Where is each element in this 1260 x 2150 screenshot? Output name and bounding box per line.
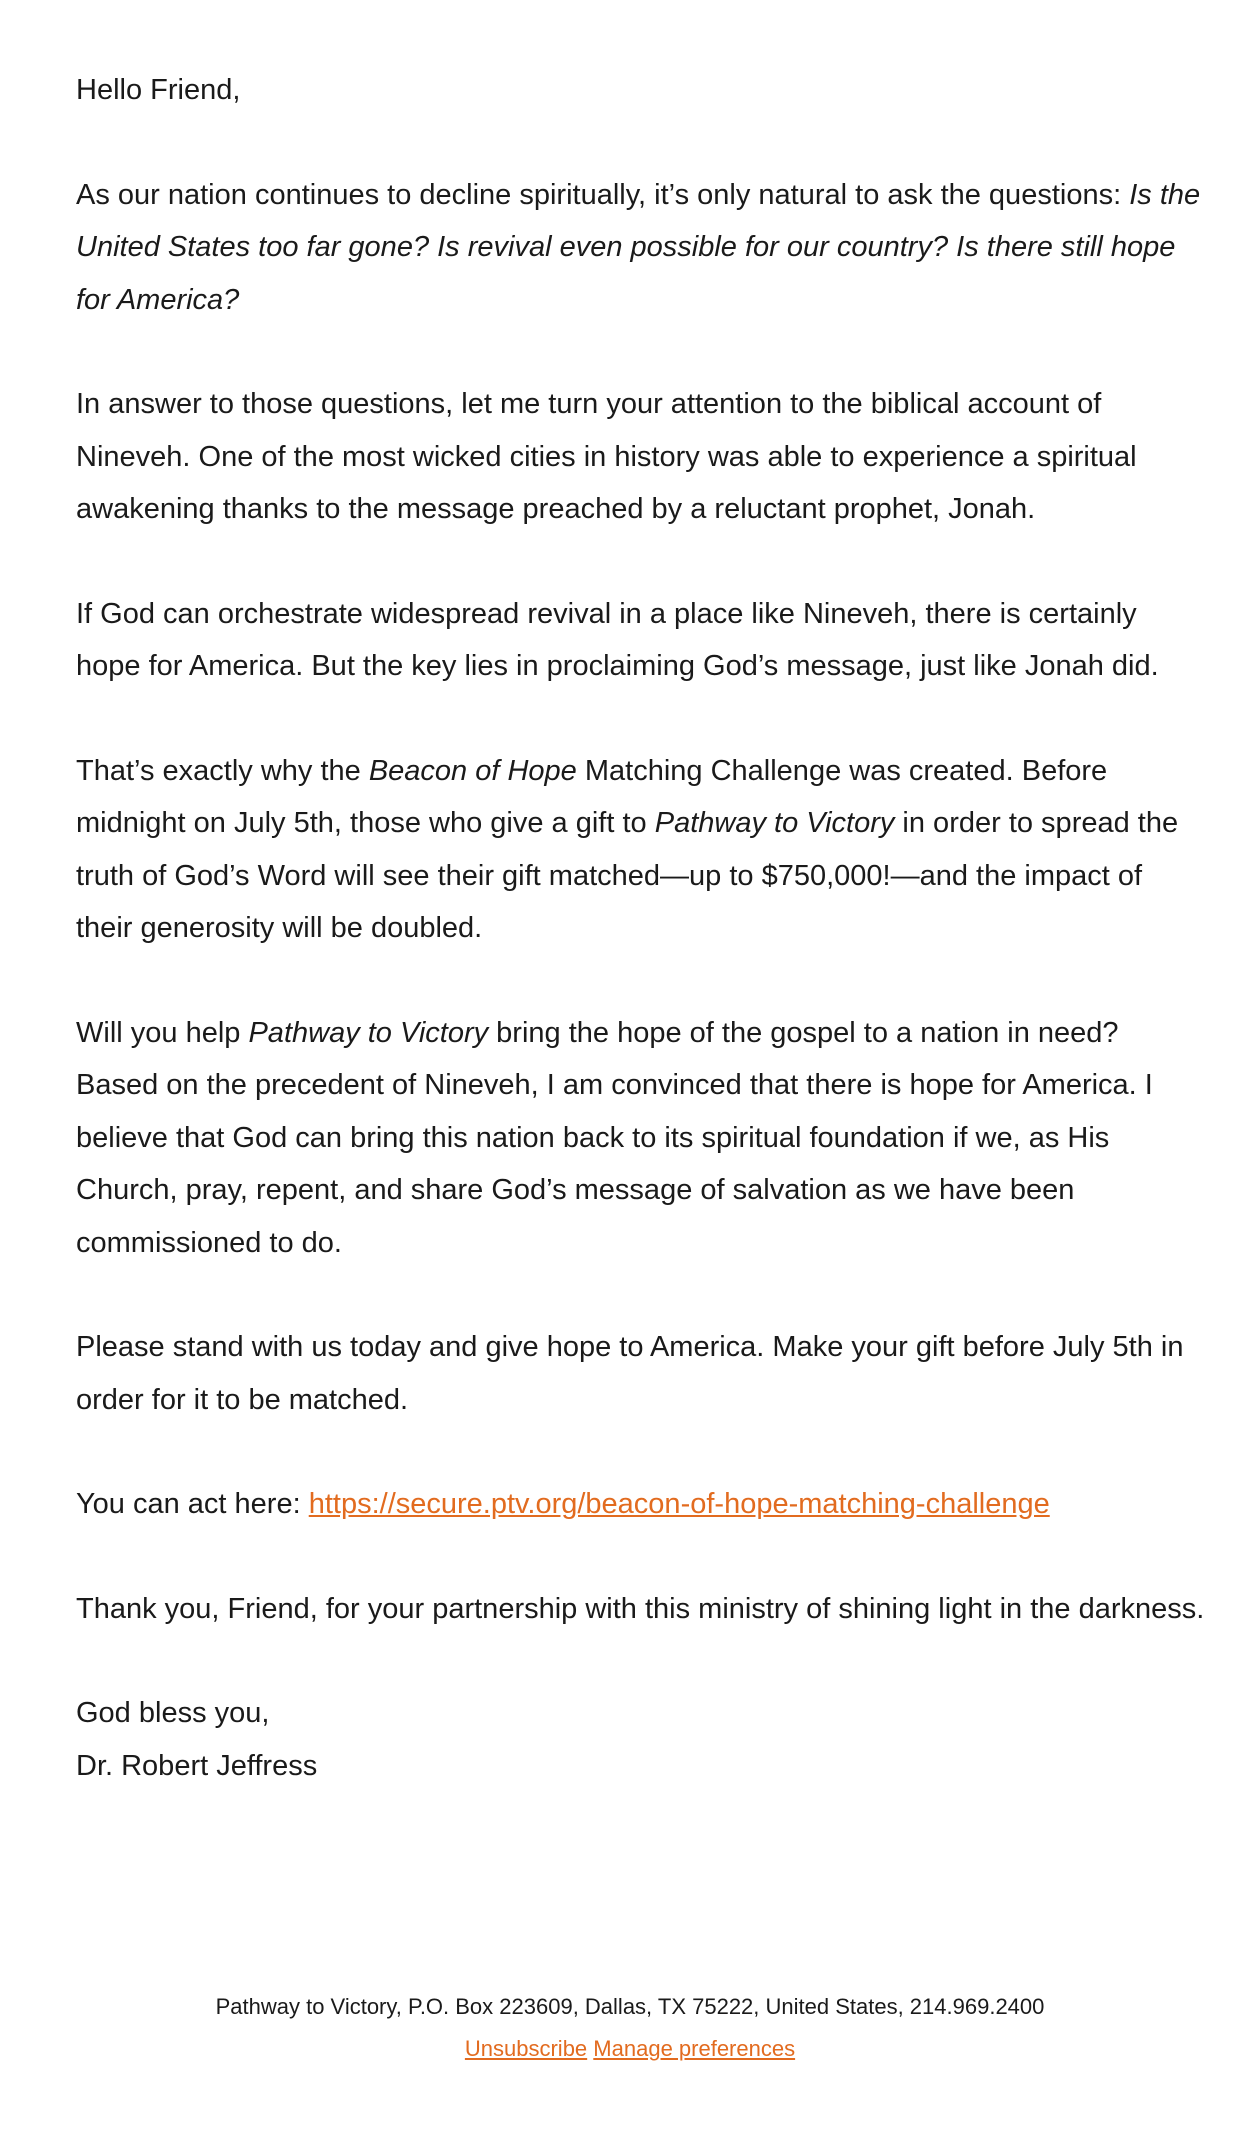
signature-block — [76, 1687, 1206, 1792]
paragraph-text: As our nation continues to decline spiritually, it’s only natural to ask the questions: — [76, 178, 1130, 211]
paragraph-text: Matching Challenge was created. Before midnight on July 5th, those who give a gift to — [76, 754, 1108, 839]
paragraph-thank-you: Thank you, Friend, for your partnership with this ministry of shining light in the darkness. — [76, 1592, 1205, 1625]
footer-address: Pathway to Victory, P.O. Box 223609, Dallas, TX 75222, United States, 214.969.2400 — [215, 1994, 1045, 2019]
paragraph-text: bring the hope of the gospel to a nation in need? Based on the precedent of Nineveh, I am convinced that there is hope for America. I believe that God can bring this nation back to its spiritual foundation if we, as His Church, pray, repent, and share God’s message of salvation as we have been commissioned to do. — [76, 1016, 1153, 1259]
closing-salutation: God bless you, — [76, 1697, 270, 1729]
paragraph-nineveh: In answer to those questions, let me turn your attention to the biblical account of Nineveh. One of the most wicked cities in history was able to experience a spiritual awakening thanks to the message preached by a reluctant prophet, Jonah. — [76, 388, 1137, 525]
campaign-name: Beacon of Hope — [368, 754, 577, 787]
paragraph-text: in order to spread the truth of God’s Word will see their gift matched—up to $750,000!—and the impact of their generosity will be doubled. — [76, 807, 1179, 944]
greeting: Hello Friend, — [76, 74, 241, 106]
email-body — [76, 64, 1206, 1792]
paragraph-act-here — [76, 1478, 1206, 1531]
paragraph-text: Will you help — [76, 1016, 249, 1049]
ministry-name: Pathway to Victory — [654, 807, 895, 839]
email-footer — [0, 1986, 1260, 2070]
donation-link[interactable]: https://secure.ptv.org/beacon-of-hope-matching-challenge — [308, 1488, 1050, 1520]
unsubscribe-link[interactable]: Unsubscribe — [464, 2036, 588, 2061]
paragraph-matching-challenge — [76, 745, 1206, 955]
paragraph-text: That’s exactly why the — [76, 754, 369, 787]
footer-links — [0, 2028, 1260, 2070]
ministry-name: Pathway to Victory — [248, 1016, 489, 1049]
paragraph-questions — [76, 169, 1206, 327]
manage-preferences-link[interactable]: Manage preferences — [593, 2036, 796, 2061]
paragraph-appeal — [76, 1007, 1206, 1270]
emphasized-questions: Is the United States too far gone? Is revival even possible for our country? Is there still hope for America? — [76, 178, 1201, 316]
paragraph-deadline: Please stand with us today and give hope to America. Make your gift before July 5th in order for it to be matched. — [76, 1331, 1184, 1416]
signature-name: Dr. Robert Jeffress — [76, 1749, 318, 1782]
paragraph-revival: If God can orchestrate widespread revival in a place like Nineveh, there is certainly hope for America. But the key lies in proclaiming God’s message, just like Jonah did. — [76, 597, 1159, 682]
paragraph-text: You can act here: — [76, 1488, 309, 1520]
